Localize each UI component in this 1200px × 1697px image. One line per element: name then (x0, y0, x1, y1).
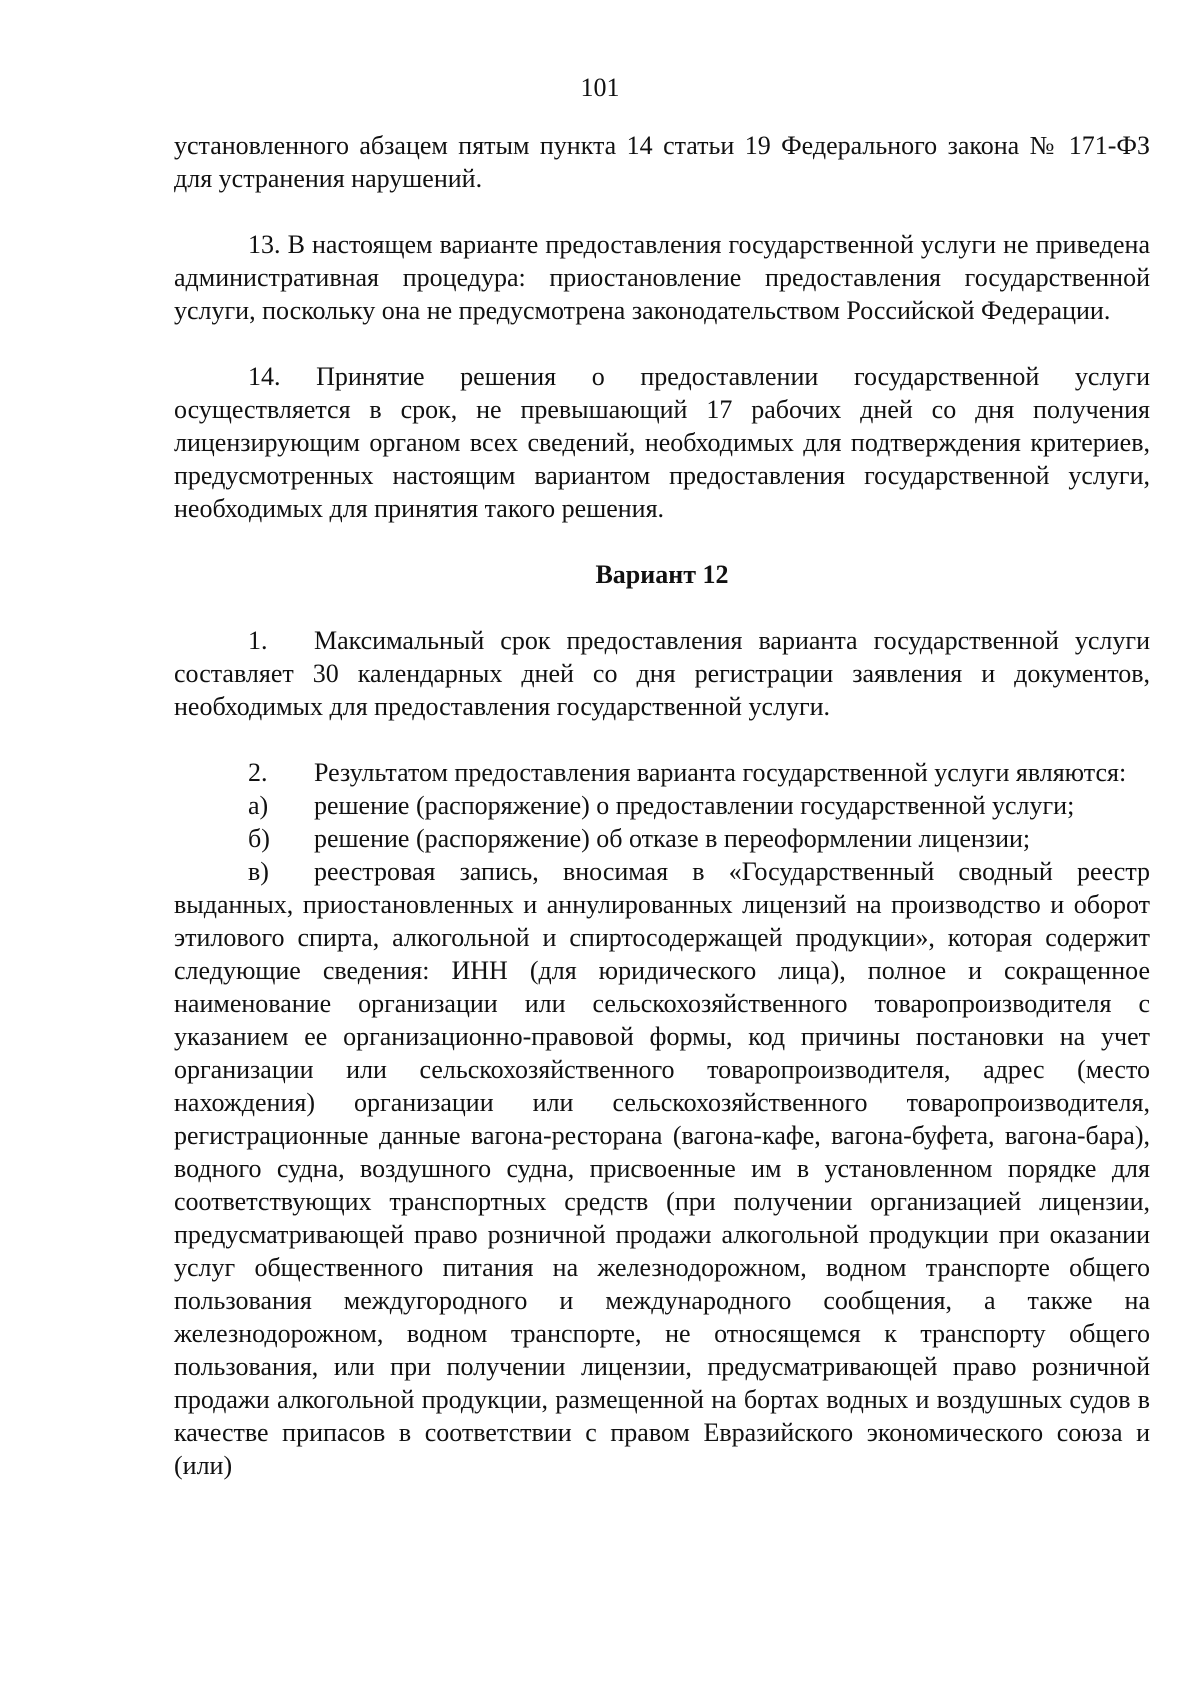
subitem-marker: в) (248, 857, 269, 886)
spacer (174, 525, 1150, 558)
section-heading: Вариант 12 (595, 560, 729, 589)
subitem-text: реестровая запись, вносимая в «Государственный сводный реестр выданных, приостановленных и аннулированных лицензий на производство и оборот этилового спирта, алкогольной и спиртосодержащей продукции», которая содержит следующие сведения: ИНН (для юридического лица), полное и сокращенное наименование организации или сельскохозяйственного товаропроизводителя с указанием ее организационно-правовой формы, код причины постановки на учет организации или сельскохозяйственного товаропроизводителя, адрес (место нахождения) организации или сельскохозяйственного товаропроизводителя, регистрационные данные вагона-ресторана (вагона-кафе, вагона-буфета, вагона-бара), водного судна, воздушного судна, присвоенные им в установленном порядке для соответствующих транспортных средств (при получении организацией лицензии, предусматривающей право розничной продажи алкогольной продукции при оказании услуг общественного питания на железнодорожном, водном транспорте общего пользования междугородного и международного сообщения, а также на железнодорожном, водном транспорте, не относящемся к транспорту общего пользования, или при получении лицензии, предусматривающей право розничной продажи алкогольной продукции, размещенной на бортах водных и воздушных судов в качестве припасов в соответствии с правом Евразийского экономического союза и (или) (174, 857, 1150, 1480)
subitem-text: решение (распоряжение) об отказе в переоформлении лицензии; (314, 824, 1031, 853)
subitem-text: решение (распоряжение) о предоставлении государственной услуги; (314, 791, 1075, 820)
spacer (174, 327, 1150, 360)
item-text: Результатом предоставления варианта государственной услуги являются: (314, 758, 1127, 787)
subitem-c (174, 855, 1150, 1482)
spacer (174, 195, 1150, 228)
paragraph-13: 13. В настоящем варианте предоставления государственной услуги не приведена административная процедура: приостановление предоставления государственной услуги, поскольку она не предусмотрена законодательством Российской Федерации. (174, 230, 1150, 325)
item-number: 1. (248, 626, 268, 655)
spacer (174, 723, 1150, 756)
variant-item-1 (174, 624, 1150, 723)
item-number: 2. (248, 758, 268, 787)
subitem-marker: б) (248, 824, 270, 853)
spacer (174, 591, 1150, 624)
paragraph-continuation: установленного абзацем пятым пункта 14 статьи 19 Федерального закона № 171-ФЗ для устранения нарушений. (174, 131, 1150, 193)
variant-item-2 (174, 756, 1150, 789)
subitem-a (174, 789, 1150, 822)
paragraph-14: 14. Принятие решения о предоставлении государственной услуги осуществляется в срок, не превышающий 17 рабочих дней со дня получения лицензирующим органом всех сведений, необходимых для подтверждения критериев, предусмотренных настоящим вариантом предоставления государственной услуги, необходимых для принятия такого решения. (174, 362, 1150, 523)
subitem-marker: а) (248, 791, 269, 820)
item-text: Максимальный срок предоставления варианта государственной услуги составляет 30 календарных дней со дня регистрации заявления и документов, необходимых для предоставления государственной услуги. (174, 626, 1150, 721)
page-body (174, 129, 1150, 1482)
page-number: 101 (580, 73, 620, 102)
subitem-b (174, 822, 1150, 855)
